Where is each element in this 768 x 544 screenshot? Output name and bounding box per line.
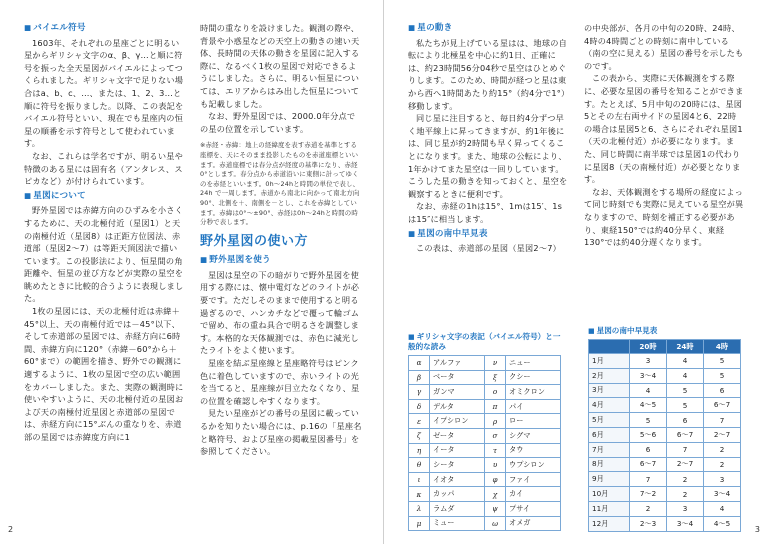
chart-number-cell: 2 <box>630 501 667 516</box>
table-row <box>589 442 741 457</box>
chart-number-cell: 7 <box>630 472 667 487</box>
greek-reading-cell: タウ <box>506 443 561 458</box>
table-row <box>409 414 561 429</box>
chart-number-cell: 7～2 <box>630 487 667 502</box>
table-row <box>409 472 561 487</box>
greek-letter-cell: α <box>409 356 430 371</box>
table-row <box>589 427 741 442</box>
chart-number-cell: 4～5 <box>704 516 741 531</box>
table-row <box>409 487 561 502</box>
table-row <box>589 413 741 428</box>
greek-letter-cell: γ <box>409 385 430 400</box>
table-row <box>589 383 741 398</box>
table-row <box>409 399 561 414</box>
column-header: 24時 <box>667 340 704 354</box>
paragraph: なお、赤経の1hは15°、1mは15′、1sは15″に相当します。 <box>408 201 563 224</box>
paragraph: 私たちが見上げている星はは、地球の自転により北極星を中心に約1日、正確には、約23時間56分04秒で星空はひとめぐりします。このため、時間が経つと星は東から西へ1時間あたり約15°（約4分で1°）移動します。 <box>408 37 567 111</box>
greek-letter-cell: ρ <box>485 414 506 429</box>
table-row <box>589 501 741 516</box>
table-row <box>409 443 561 458</box>
greek-reading-cell: シータ <box>430 458 485 473</box>
chart-number-cell: 3～4 <box>704 487 741 502</box>
month-cell: 10月 <box>589 487 630 502</box>
footnote: ※赤経・赤緯：地上の経緯度を表す赤道を基準とする座標を、天にそのまま投影したものを赤道座標といいます。赤道座標では春分点が経度の基準になり、赤経0°とします。春分点から赤道沿いに東側に計ってゆくのを赤経といいます。0h～24hと時間の単位で表し、24h で一周します。赤道から南北に向かって南北方向90°、北側を＋、南側を－とし、これを赤緯としています。赤緯は0°～±90°、赤経は0h～24hと時間の時分秒で表します。 <box>200 141 360 227</box>
month-cell: 3月 <box>589 383 630 398</box>
month-cell: 5月 <box>589 413 630 428</box>
greek-table <box>408 355 561 531</box>
chart-number-cell: 6～7 <box>667 427 704 442</box>
chart-number-cell: 3 <box>630 354 667 369</box>
section-heading-motion: ■ 星の動き <box>408 22 568 35</box>
south-table <box>588 339 741 532</box>
chart-number-cell: 5 <box>704 354 741 369</box>
paragraph: この表から、実際に天体観測をする際に、必要な星図の番号を知ることができます。たとえば、5月中旬の20時には、星図5とその左右両サイドの星図4と6、22時の場合は星図5と6、さらにそれぞれ星図1（天の北極付近）が必要になります。また、同じ時間に南半球では星図1の代わりに星図8（天の南極付近）が必要となります。 <box>584 73 744 185</box>
chart-number-cell: 5 <box>630 413 667 428</box>
chart-number-cell: 6 <box>630 442 667 457</box>
greek-reading-cell: オメガ <box>506 516 561 531</box>
greek-letter-cell: ο <box>485 385 506 400</box>
greek-letter-cell: ζ <box>409 428 430 443</box>
month-cell: 11月 <box>589 501 630 516</box>
greek-reading-cell: ロー <box>506 414 561 429</box>
chart-number-cell: 2～7 <box>667 457 704 472</box>
paragraph: 1枚の星図には、天の北極付近は赤緯＋45°以上、天の南極付近では－45°以下、そして赤道部の星図では、赤経方向に6時間、赤緯方向に120°（赤緯－60°から＋60°まで）の範囲を描き、野外での観測に適するように、1枚の星図で空の広い範囲をカバーしました。また、実際の観測時に使いやすいように、天の北極付近の星図および天の南極付近星図と赤道部の星図では、赤経方向に15°ぶんの重なりを、赤道部の星図では赤緯度方向に1 <box>24 306 184 442</box>
month-cell: 6月 <box>589 427 630 442</box>
table-row <box>589 457 741 472</box>
section-heading-use: ■ 野外星図を使う <box>200 254 362 267</box>
table-row <box>589 368 741 383</box>
left-column-2 <box>200 22 362 458</box>
chapter-title: 野外星図の使い方 <box>200 233 309 249</box>
table-header-row <box>589 340 741 354</box>
chart-number-cell: 4 <box>667 354 704 369</box>
greek-letter-cell: τ <box>485 443 506 458</box>
greek-letter-cell: ν <box>485 356 506 371</box>
greek-letter-cell: θ <box>409 458 430 473</box>
paragraph: の中央部が、各月の中旬の20時、24時、4時の4時間ごとの時刻に南中している（南の空に見える）星図の番号を示したものです。 <box>584 23 744 71</box>
greek-letter-cell: ψ <box>485 501 506 516</box>
greek-reading-cell: ニュー <box>506 356 561 371</box>
paragraph: 時間の重なりを設けました。観測の際や、背景や小惑星などの天空上の動きの速い天体、長時間の天体の動きを星図に記入する際に、なるべく1枚の星図で対応できるようにしました。さらに、明るい恒星については、エリアからはみ出した恒星についても記載しました。 <box>200 23 360 109</box>
table-row <box>409 428 561 443</box>
chart-number-cell: 6～7 <box>630 457 667 472</box>
greek-letter-cell: υ <box>485 458 506 473</box>
greek-reading-cell: イータ <box>430 443 485 458</box>
month-cell: 7月 <box>589 442 630 457</box>
greek-reading-cell: クシー <box>506 370 561 385</box>
greek-letter-cell: σ <box>485 428 506 443</box>
greek-reading-cell: オミクロン <box>506 385 561 400</box>
section-heading-about: ■ 星図について <box>24 190 184 203</box>
paragraph: 1603年、それぞれの星座ごとに明るい星からギリシャ文字のα、β、γ…と順に符号を振った全天星図がバイエルによってつくられました。ギリシャ文字で足りない場合はa、b、c、…、または、1、2、3…と順に符号を振りました。以降、この表記をバイエル符号といい、現在でも星座内の恒星の順番を示す符号として使われています。 <box>24 37 184 149</box>
paragraph: 星座を結ぶ星座線と星座略符号はピンク色に着色していますので、赤いライトの光を当てると、星座線が目立たなくなり、星の位置を確認しやすくなります。 <box>200 358 360 406</box>
paragraph: なお、これらは学名ですが、明るい星や特徴のある星には固有名（アンタレス、スピカなど）が付けられています。 <box>24 150 183 187</box>
chart-number-cell: 6 <box>667 413 704 428</box>
chart-number-cell: 2 <box>704 457 741 472</box>
greek-reading-cell: プサイ <box>506 501 561 516</box>
table-row <box>589 516 741 531</box>
right-column-1 <box>408 22 568 255</box>
month-cell: 4月 <box>589 398 630 413</box>
table-row <box>589 354 741 369</box>
month-cell: 12月 <box>589 516 630 531</box>
month-cell: 9月 <box>589 472 630 487</box>
table-row <box>409 370 561 385</box>
greek-reading-cell: ファイ <box>506 472 561 487</box>
greek-reading-cell: ウプシロン <box>506 458 561 473</box>
greek-letter-cell: μ <box>409 516 430 531</box>
chart-number-cell: 4 <box>630 383 667 398</box>
greek-table-caption: ■ ギリシャ文字の表記（バイエル符号）と一般的な読み <box>408 332 568 352</box>
column-header: 20時 <box>630 340 667 354</box>
greek-reading-cell: イプシロン <box>430 414 485 429</box>
page-number: 2 <box>8 525 14 534</box>
paragraph: なお、野外星図では、2000.0年分点での星の位置を示しています。 <box>200 111 356 134</box>
greek-letter-cell: δ <box>409 399 430 414</box>
chart-number-cell: 4～5 <box>630 398 667 413</box>
greek-letter-cell: ξ <box>485 370 506 385</box>
chart-number-cell: 6～7 <box>704 398 741 413</box>
greek-reading-cell: イオタ <box>430 472 485 487</box>
greek-letter-cell: π <box>485 399 506 414</box>
greek-reading-cell: ゼータ <box>430 428 485 443</box>
table-row <box>589 472 741 487</box>
section-heading-south: ■ 星図の南中早見表 <box>408 228 568 241</box>
chart-number-cell: 7 <box>704 413 741 428</box>
greek-reading-cell: パイ <box>506 399 561 414</box>
table-row <box>409 385 561 400</box>
paragraph: 見たい星座がどの番号の星図に載っているかを知りたい場合には、p.16の「星座名と略符号、および星座の掲載星図番号」を参照してください。 <box>200 408 362 457</box>
right-column-2 <box>584 22 744 249</box>
chart-number-cell: 5～6 <box>630 427 667 442</box>
paragraph: 野外星図では赤緯方向のひずみを小さくするために、天の北極付近（星図1）と天の南極付近（星図8）は正距方位図法、赤道部（星図2～7）は等距天頂図法で描いています。この投影法により、恒星間の角距離や、恒星の並び方などが実際の星空を眺めたときに比較的合うように表現しました。 <box>24 205 184 304</box>
paragraph: なお、天体観測をする場所の経度によって同じ時刻でも実際に見えている星空が異なりますので、時刻を補正する必要があり、東経150°では約40分早く、東経130°では約40分遅くなります。 <box>584 186 744 248</box>
chart-number-cell: 5 <box>667 398 704 413</box>
chart-number-cell: 3 <box>667 501 704 516</box>
chart-number-cell: 2 <box>667 487 704 502</box>
greek-reading-cell: カッパ <box>430 487 485 502</box>
greek-reading-cell: ラムダ <box>430 501 485 516</box>
chart-number-cell: 2～7 <box>704 427 741 442</box>
column-header: 4時 <box>704 340 741 354</box>
month-cell: 8月 <box>589 457 630 472</box>
greek-table-box <box>408 332 568 531</box>
greek-letter-cell: ω <box>485 516 506 531</box>
chart-number-cell: 2～3 <box>630 516 667 531</box>
table-row <box>409 501 561 516</box>
chart-number-cell: 4 <box>704 501 741 516</box>
table-row <box>589 398 741 413</box>
paragraph: 同じ星に注目すると、毎日約4分ずつ早く地平線上に昇ってきますが、約1年後には、同じ星が約2時間も早く昇ってくることになります。また、地球の公転により、1年かけてまた星空は一回りしています。こうした星の動きを知っておくと、星空を観察するときに便利です。 <box>408 113 568 199</box>
greek-letter-cell: λ <box>409 501 430 516</box>
chart-number-cell: 2 <box>667 472 704 487</box>
greek-reading-cell: シグマ <box>506 428 561 443</box>
paragraph: この表は、赤道部の星図（星図2～7） <box>416 243 562 254</box>
column-header <box>589 340 630 354</box>
greek-letter-cell: φ <box>485 472 506 487</box>
greek-letter-cell: χ <box>485 487 506 502</box>
table-row <box>409 516 561 531</box>
month-cell: 2月 <box>589 368 630 383</box>
greek-letter-cell: κ <box>409 487 430 502</box>
section-heading-bayer: ■ バイエル符号 <box>24 22 184 35</box>
greek-reading-cell: デルタ <box>430 399 485 414</box>
chart-number-cell: 3～4 <box>630 368 667 383</box>
south-table-caption: ■ 星図の南中早見表 <box>588 326 744 336</box>
chart-number-cell: 5 <box>704 368 741 383</box>
greek-letter-cell: η <box>409 443 430 458</box>
chart-number-cell: 7 <box>667 442 704 457</box>
chart-number-cell: 4 <box>667 368 704 383</box>
greek-letter-cell: ι <box>409 472 430 487</box>
chart-number-cell: 2 <box>704 442 741 457</box>
greek-reading-cell: ベータ <box>430 370 485 385</box>
greek-reading-cell: アルファ <box>430 356 485 371</box>
chart-number-cell: 3～4 <box>667 516 704 531</box>
greek-reading-cell: カイ <box>506 487 561 502</box>
greek-reading-cell: ミュー <box>430 516 485 531</box>
table-row <box>409 458 561 473</box>
chart-number-cell: 5 <box>667 383 704 398</box>
right-page <box>384 0 768 544</box>
chart-number-cell: 6 <box>704 383 741 398</box>
page-number: 3 <box>754 525 760 534</box>
south-table-box <box>588 326 744 532</box>
table-row <box>589 487 741 502</box>
greek-letter-cell: ε <box>409 414 430 429</box>
chart-number-cell: 3 <box>704 472 741 487</box>
table-row <box>409 356 561 371</box>
greek-letter-cell: β <box>409 370 430 385</box>
greek-reading-cell: ガンマ <box>430 385 485 400</box>
left-column-1 <box>24 22 184 444</box>
month-cell: 1月 <box>589 354 630 369</box>
paragraph: 星図は星空の下の暗がりで野外星図を使用する際には、懐中電灯などのライトが必要です。ただしそのままで使用すると明る過ぎるので、ハンカチなどで覆って輪ゴムで留め、布の重ね具合で明るさを調整します。本格的な天体観測では、赤色に減光したライトをよく使います。 <box>200 269 360 356</box>
